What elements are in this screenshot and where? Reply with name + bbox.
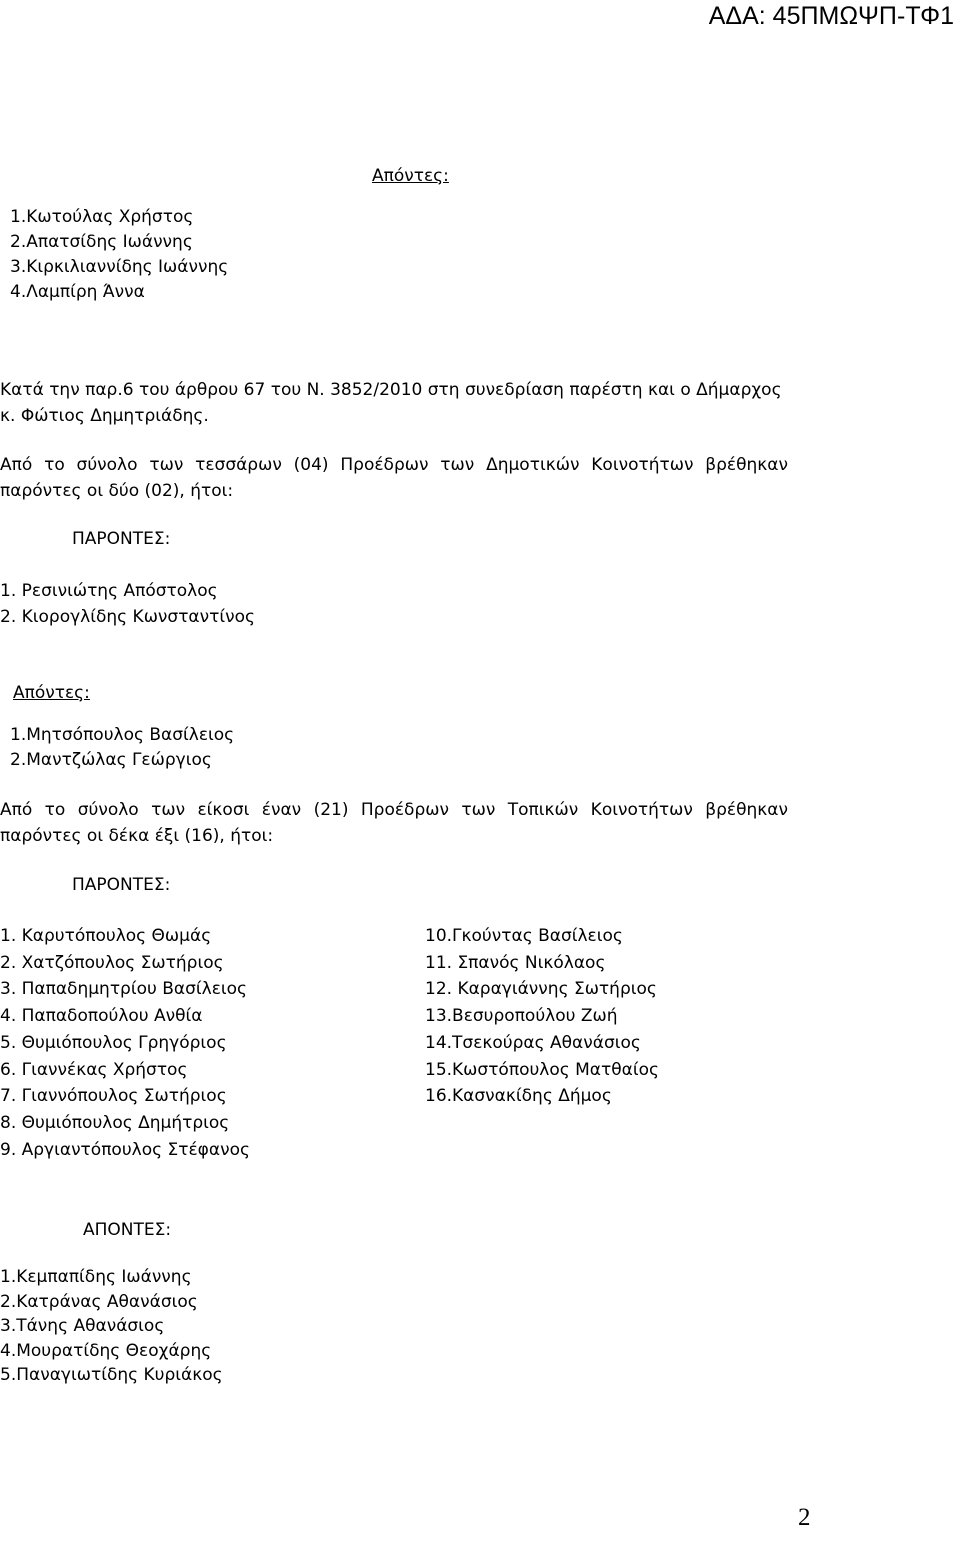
ada-code: ΑΔΑ: 45ΠΜΩΨΠ-ΤΦ1 [708, 2, 954, 30]
present-local-left-column [0, 923, 250, 1163]
list-item: 14.Τσεκούρας Αθανάσιος [425, 1032, 641, 1053]
list-item: 2. Χατζόπουλος Σωτήριος [0, 952, 224, 973]
mayor-paragraph-line2: κ. Φώτιος Δημητριάδης. [0, 406, 209, 426]
list-item: 5. Θυμιόπουλος Γρηγόριος [0, 1032, 227, 1053]
absent-local-list [0, 1265, 223, 1388]
list-item: 7. Γιαννόπουλος Σωτήριος [0, 1086, 227, 1107]
present-municipal-heading: ΠΑΡΟΝΤΕΣ: [72, 529, 171, 549]
list-item: 15.Κωστόπουλος Ματθαίος [425, 1059, 659, 1080]
list-item: 5.Παναγιωτίδης Κυριάκος [0, 1365, 223, 1385]
absent-municipal-list [10, 723, 234, 773]
list-item: 1. Ρεσινιώτης Απόστολος [0, 581, 218, 601]
present-local-right-column [425, 923, 659, 1110]
present-local-heading: ΠΑΡΟΝΤΕΣ: [72, 875, 171, 895]
list-item: 2.Μαντζώλας Γεώργιος [10, 750, 212, 770]
absent-municipal-heading: Απόντες: [13, 683, 90, 703]
mayor-paragraph-line1: Κατά την παρ.6 του άρθρου 67 του Ν. 3852/2010 στη συνεδρίαση παρέστη και ο Δήμαρχος [0, 380, 782, 400]
page-number: 2 [798, 1504, 811, 1531]
list-item: 2.Απατσίδης Ιωάννης [10, 232, 193, 252]
list-item: 4.Λαμπίρη Άννα [10, 282, 145, 302]
municipal-paragraph-line2: παρόντες οι δύο (02), ήτοι: [0, 481, 234, 501]
absent-council-list [10, 205, 228, 305]
list-item: 1.Κεμπαπίδης Ιωάννης [0, 1267, 192, 1287]
local-paragraph [0, 797, 788, 849]
list-item: 4. Παπαδοπούλου Ανθία [0, 1006, 203, 1027]
list-item: 3. Παπαδημητρίου Βασίλειος [0, 979, 248, 1000]
list-item: 3.Τάνης Αθανάσιος [0, 1316, 165, 1336]
present-municipal-list [0, 578, 255, 630]
list-item: 1.Μητσόπουλος Βασίλειος [10, 725, 235, 745]
list-item: 1. Καρυτόπουλος Θωμάς [0, 926, 212, 946]
list-item: 9. Αργιαντόπουλος Στέφανος [0, 1139, 250, 1160]
list-item: 10.Γκούντας Βασίλειος [425, 926, 623, 946]
list-item: 2.Κατράνας Αθανάσιος [0, 1291, 198, 1312]
list-item: 8. Θυμιόπουλος Δημήτριος [0, 1112, 230, 1133]
absent-council-heading: Απόντες: [372, 166, 449, 186]
municipal-paragraph-line1: Από το σύνολο των τεσσάρων (04) Προέδρων των Δημοτικών Κοινοτήτων βρέθηκαν [0, 455, 788, 475]
list-item: 6. Γιαννέκας Χρήστος [0, 1059, 188, 1080]
list-item: 11. Σπανός Νικόλαος [425, 952, 606, 973]
list-item: 3.Κιρκιλιαννίδης Ιωάννης [10, 257, 229, 277]
list-item: 4.Μουρατίδης Θεοχάρης [0, 1340, 212, 1361]
local-paragraph-line2: παρόντες οι δέκα έξι (16), ήτοι: [0, 826, 274, 846]
list-item: 13.Βεσυροπούλου Ζωή [425, 1006, 618, 1027]
list-item: 12. Καραγιάννης Σωτήριος [425, 979, 657, 1000]
list-item: 1.Κωτούλας Χρήστος [10, 207, 194, 227]
list-item: 16.Κασνακίδης Δήμος [425, 1086, 612, 1107]
local-paragraph-line1: Από το σύνολο των είκοσι έναν (21) Προέδρων των Τοπικών Κοινοτήτων βρέθηκαν [0, 800, 788, 820]
list-item: 2. Κιορογλίδης Κωνσταντίνος [0, 607, 255, 627]
absent-local-heading: ΑΠΟΝΤΕΣ: [83, 1220, 172, 1240]
municipal-paragraph [0, 452, 788, 504]
